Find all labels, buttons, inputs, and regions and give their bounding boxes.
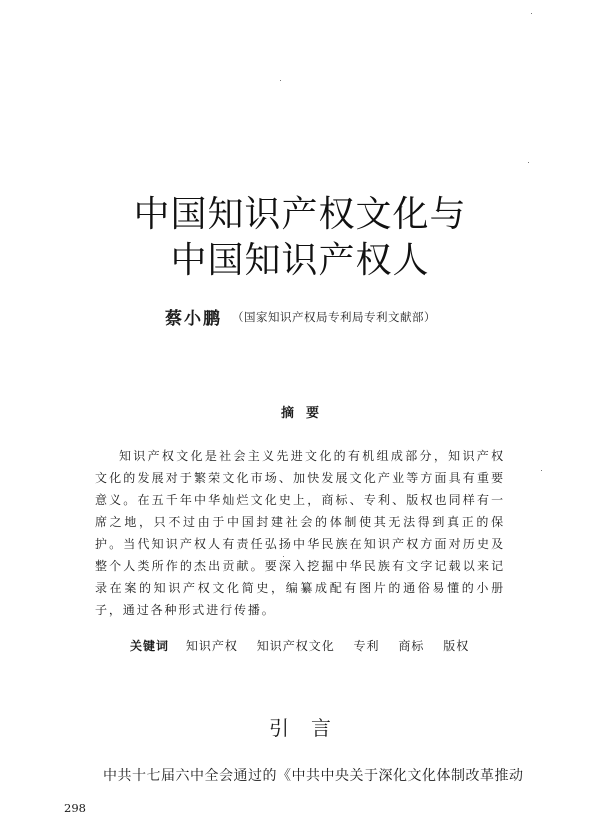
body-first-line: 中共十七届六中全会通过的《中共中央关于深化文化体制改革推动: [103, 768, 524, 784]
scan-speck: [283, 556, 284, 557]
author-name: 蔡小鹏: [165, 309, 222, 329]
keyword-item: 知识产权文化: [256, 639, 335, 653]
scan-speck: [280, 80, 281, 81]
abstract-text: 知识产权文化是社会主义先进文化的有机组成部分，知识产权文化的发展对于繁荣文化市场、加快发展文化产业等方面具有重要意义。在五千年中华灿烂文化史上，商标、专利、版权也同样有一席之地，只不过由于中国封建社会的体制使其无法得到真正的保护。当代知识产权人有责任弘扬中华民族在知识产权方面对历史及整个人类所作的杰出贡献。要深入挖掘中华民族有文字记载以来记录在案的知识产权文化简史，编纂成配有图片的通俗易懂的小册子，通过各种形式进行传播。: [95, 449, 505, 617]
article-title-line-2: 中国知识产权人: [170, 240, 430, 281]
keywords-label: 关键词: [130, 639, 170, 653]
section-heading: 引言: [269, 716, 353, 740]
scan-speck: [531, 13, 532, 14]
scan-speck: [528, 162, 529, 163]
keyword-item: 商标: [398, 639, 425, 653]
keyword-item: 知识产权: [185, 639, 238, 653]
scan-speck: [541, 470, 542, 471]
keywords-line: [130, 637, 483, 654]
abstract-block: [95, 445, 505, 621]
keyword-item: 版权: [443, 639, 470, 653]
keyword-item: 专利: [353, 639, 380, 653]
article-title-line-1: 中国知识产权文化与: [133, 194, 467, 235]
abstract-heading: 摘要: [280, 406, 331, 421]
page-number: 298: [64, 801, 86, 815]
author-affiliation: （国家知识产权局专利局专利文献部）: [232, 310, 436, 324]
